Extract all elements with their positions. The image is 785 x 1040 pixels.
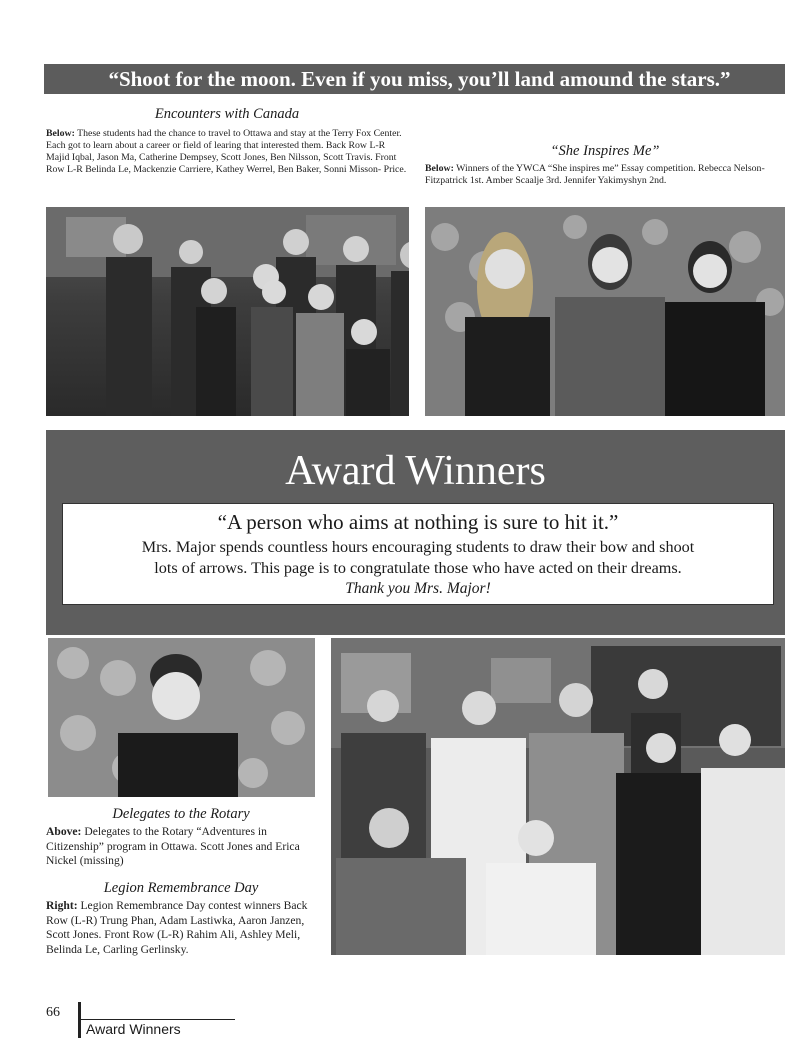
award-quote: “A person who aims at nothing is sure to hit it.” xyxy=(217,510,619,534)
inspires-caption xyxy=(425,163,785,189)
legion-caption-text: Legion Remembrance Day contest winners Back Row (L-R) Trung Phan, Adam Lastiwka, Aaron Janzen, Scott Jones. Front Row (L-R) Rahim Ali, Ashley Meli, Belinda Le, Carling Gerlinsky. xyxy=(46,899,308,956)
inspires-title: “She Inspires Me” xyxy=(550,143,660,159)
rotary-photo xyxy=(48,638,315,797)
canada-caption-text: These students had the chance to travel to Ottawa and stay at the Terry Fox Center. Each got to learn about a career or field of learing that interested them. Back Row L-R Majid Iqbal, Jason Ma, Catherine Dempsey, Scott Jones, Ben Nilsson, Scott Travis. Front Row L-R Belinda Le, Mackenzie Carriere, Kathey Werrel, Ben Baker, Sonni Misson- Price. xyxy=(46,128,407,175)
rotary-caption-lead: Above: xyxy=(46,825,82,838)
footer-divider-vertical xyxy=(78,1002,81,1038)
award-quote-box xyxy=(62,503,774,605)
award-title: Award Winners xyxy=(285,448,546,494)
rotary-caption-text: Delegates to the Rotary “Adventures in Citizenship” program in Ottawa. Scott Jones and Erica Nickel (missing) xyxy=(46,825,300,867)
banner-quote: “Shoot for the moon. Even if you miss, you’ll land amound the stars.” xyxy=(44,64,785,94)
footer-section-name: Award Winners xyxy=(86,1021,181,1037)
award-body-line-2: lots of arrows. This page is to congratulate those who have acted on their dreams. xyxy=(154,559,682,577)
page-number: 66 xyxy=(46,1005,60,1020)
award-thanks: Thank you Mrs. Major! xyxy=(345,580,491,597)
inspires-caption-text: Winners of the YWCA “She inspires me” Essay competition. Rebecca Nelson- Fitzpatrick 1st. Amber Scaalje 3rd. Jennifer Yakimyshyn 2nd. xyxy=(425,163,765,186)
canada-caption xyxy=(46,128,408,176)
award-body-line-1: Mrs. Major spends countless hours encouraging students to draw their bow and shoot xyxy=(141,538,695,556)
rotary-title: Delegates to the Rotary xyxy=(112,806,250,822)
canada-caption-lead: Below: xyxy=(46,128,75,139)
rotary-caption xyxy=(46,825,316,869)
legion-title: Legion Remembrance Day xyxy=(103,880,259,896)
legion-caption xyxy=(46,899,316,957)
inspires-caption-lead: Below: xyxy=(425,163,454,174)
footer-divider-horizontal xyxy=(78,1019,235,1020)
inspires-photo xyxy=(425,207,785,416)
legion-caption-lead: Right: xyxy=(46,899,78,912)
canada-title: Encounters with Canada xyxy=(154,106,300,122)
canada-group-photo xyxy=(46,207,409,416)
legion-photo xyxy=(331,638,785,955)
